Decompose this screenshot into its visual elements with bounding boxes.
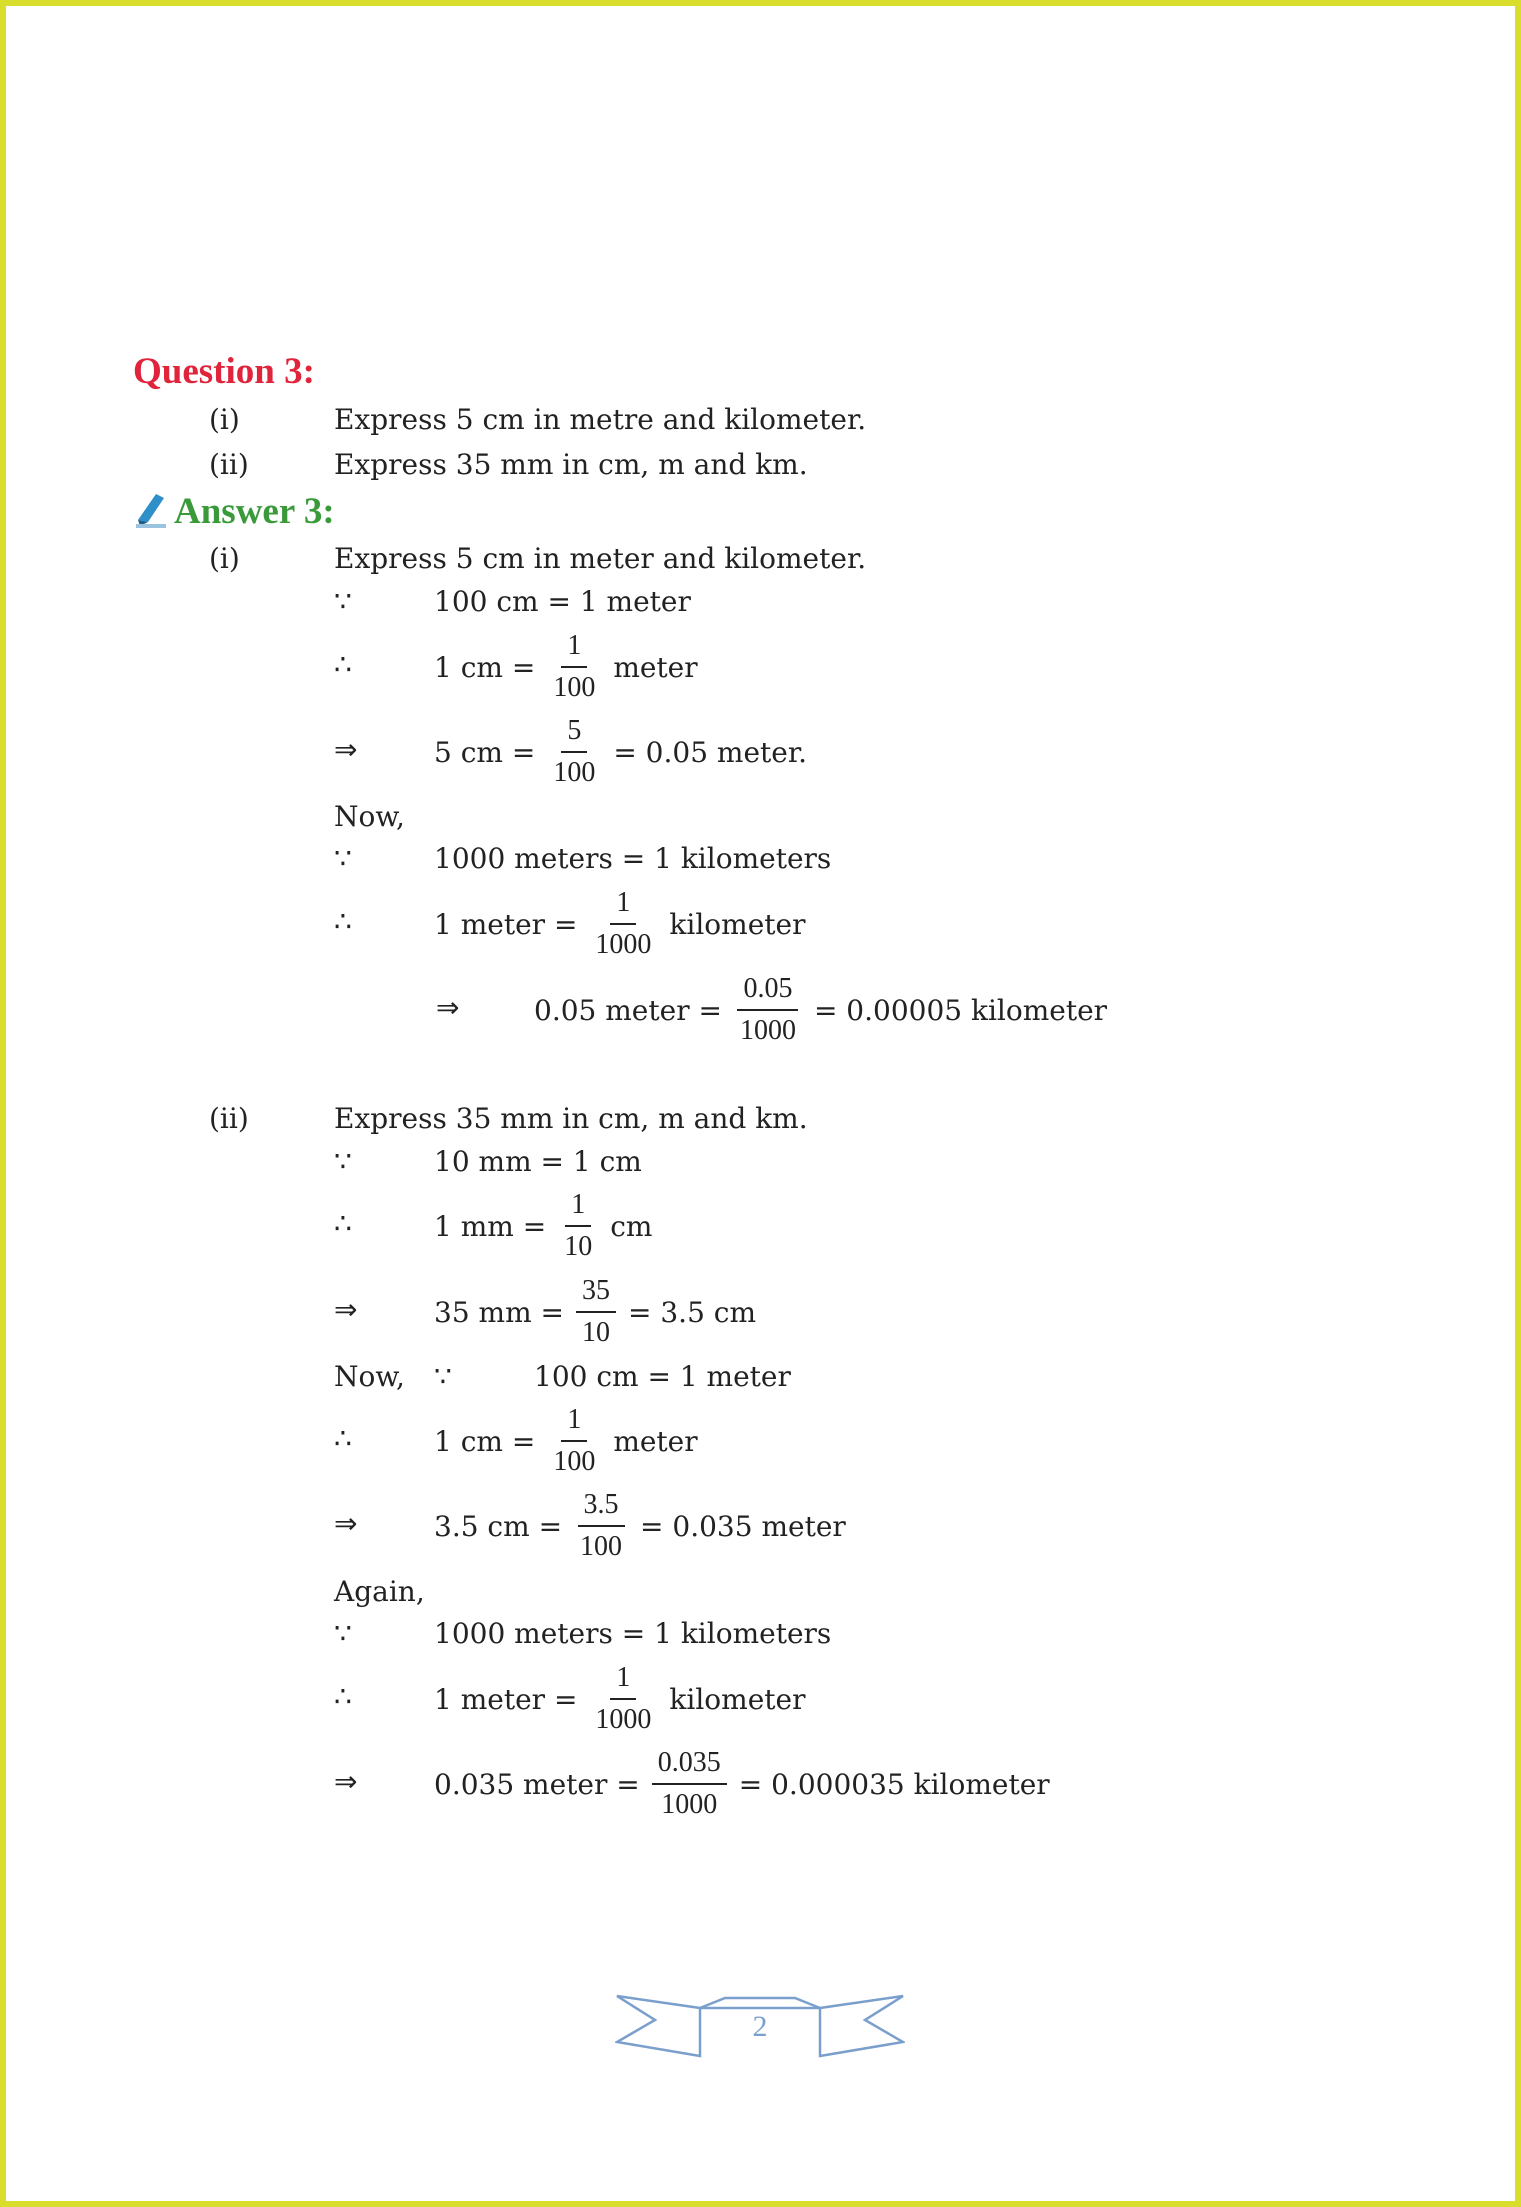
now-label: Now,	[334, 1360, 405, 1393]
question-part-label: (i)	[209, 403, 240, 436]
equation-rhs: cm	[610, 1209, 653, 1243]
equation-row	[434, 628, 698, 706]
equation-row	[434, 1660, 805, 1738]
equation-lhs: 1 meter =	[434, 1682, 578, 1716]
equation-row	[434, 1745, 1050, 1823]
equation-lhs: 1 mm =	[434, 1209, 547, 1243]
equation-rhs: = 0.05 meter.	[613, 735, 808, 769]
because-symbol: ∵	[334, 585, 352, 618]
equation-lhs: 1 cm =	[434, 1424, 536, 1458]
step-text: 1000 meters = 1 kilometers	[434, 1617, 832, 1650]
equation-rhs: kilometer	[669, 1682, 806, 1716]
equation-rhs: meter	[613, 1424, 698, 1458]
step-text: 10 mm = 1 cm	[434, 1145, 642, 1178]
fraction-numerator: 1	[610, 885, 636, 925]
answer-heading: Answer 3:	[174, 491, 335, 532]
fraction-numerator: 1	[610, 1660, 636, 1700]
question-part-text: Express 35 mm in cm, m and km.	[334, 448, 808, 481]
question-part-label: (ii)	[209, 448, 249, 481]
fraction	[652, 1745, 727, 1823]
implies-symbol: ⇒	[334, 1765, 358, 1798]
implies-symbol: ⇒	[334, 1293, 358, 1326]
equation-row	[434, 713, 807, 791]
equation-lhs: 3.5 cm =	[434, 1509, 563, 1543]
equation-rhs: meter	[613, 650, 698, 684]
fraction	[574, 1487, 628, 1565]
step-text: 1000 meters = 1 kilometers	[434, 842, 832, 875]
implies-symbol: ⇒	[334, 1507, 358, 1540]
fraction-denominator: 100	[553, 1446, 596, 1477]
fraction	[547, 713, 601, 791]
fraction-denominator: 1000	[661, 1789, 718, 1820]
fraction	[547, 1402, 601, 1480]
fraction	[547, 628, 601, 706]
equation-row	[434, 885, 805, 963]
therefore-symbol: ∴	[334, 1207, 352, 1240]
fraction	[589, 1660, 657, 1738]
fraction-numerator: 0.05	[737, 971, 798, 1011]
because-symbol: ∵	[334, 842, 352, 875]
fraction-numerator: 0.035	[652, 1745, 727, 1785]
page-number: 2	[752, 2010, 768, 2043]
answer-part-label: (i)	[209, 542, 240, 575]
fraction-denominator: 1000	[739, 1015, 796, 1046]
fraction	[589, 885, 657, 963]
fraction-denominator: 1000	[595, 1704, 652, 1735]
again-label: Again,	[334, 1575, 425, 1608]
therefore-symbol: ∴	[334, 905, 352, 938]
fraction-denominator: 100	[580, 1531, 623, 1562]
equation-rhs: = 0.035 meter	[640, 1509, 846, 1543]
fraction-numerator: 1	[565, 1187, 591, 1227]
fraction-denominator: 1000	[595, 929, 652, 960]
equation-lhs: 35 mm =	[434, 1295, 564, 1329]
fraction	[558, 1187, 598, 1265]
pen-logo-icon	[134, 490, 170, 530]
equation-row	[434, 1187, 652, 1265]
fraction-numerator: 35	[576, 1273, 616, 1313]
fraction-numerator: 5	[561, 713, 587, 753]
equation-lhs: 1 meter =	[434, 907, 578, 941]
answer-part-label: (ii)	[209, 1102, 249, 1135]
equation-rhs: = 0.00005 kilometer	[813, 993, 1108, 1027]
because-symbol: ∵	[334, 1617, 352, 1650]
therefore-symbol: ∴	[334, 1680, 352, 1713]
question-heading: Question 3:	[133, 351, 315, 392]
fraction-numerator: 1	[561, 1402, 587, 1442]
equation-row	[434, 1273, 756, 1351]
equation-rhs: = 3.5 cm	[628, 1295, 757, 1329]
equation-row	[434, 1487, 846, 1565]
implies-symbol: ⇒	[334, 733, 358, 766]
equation-rhs: kilometer	[669, 907, 806, 941]
fraction-denominator: 10	[582, 1317, 610, 1348]
fraction-denominator: 100	[553, 757, 596, 788]
fraction-numerator: 3.5	[578, 1487, 625, 1527]
therefore-symbol: ∴	[334, 1422, 352, 1455]
fraction	[576, 1273, 616, 1351]
equation-lhs: 1 cm =	[434, 650, 536, 684]
equation-lhs: 5 cm =	[434, 735, 536, 769]
step-text: 100 cm = 1 meter	[534, 1360, 791, 1393]
equation-lhs: 0.035 meter =	[434, 1767, 640, 1801]
fraction-denominator: 10	[564, 1231, 593, 1262]
fraction	[734, 971, 802, 1049]
equation-row	[534, 971, 1107, 1049]
equation-lhs: 0.05 meter =	[534, 993, 722, 1027]
therefore-symbol: ∴	[334, 648, 352, 681]
equation-row	[434, 1402, 698, 1480]
answer-part-title: Express 35 mm in cm, m and km.	[334, 1102, 808, 1135]
equation-rhs: = 0.000035 kilometer	[738, 1767, 1050, 1801]
step-text: 100 cm = 1 meter	[434, 585, 691, 618]
now-label: Now,	[334, 800, 405, 833]
question-part-text: Express 5 cm in metre and kilometer.	[334, 403, 867, 436]
answer-part-title: Express 5 cm in meter and kilometer.	[334, 542, 867, 575]
fraction-denominator: 100	[553, 672, 596, 703]
fraction-numerator: 1	[561, 628, 587, 668]
because-symbol: ∵	[334, 1145, 352, 1178]
implies-symbol: ⇒	[436, 991, 460, 1024]
because-symbol: ∵	[434, 1360, 452, 1393]
